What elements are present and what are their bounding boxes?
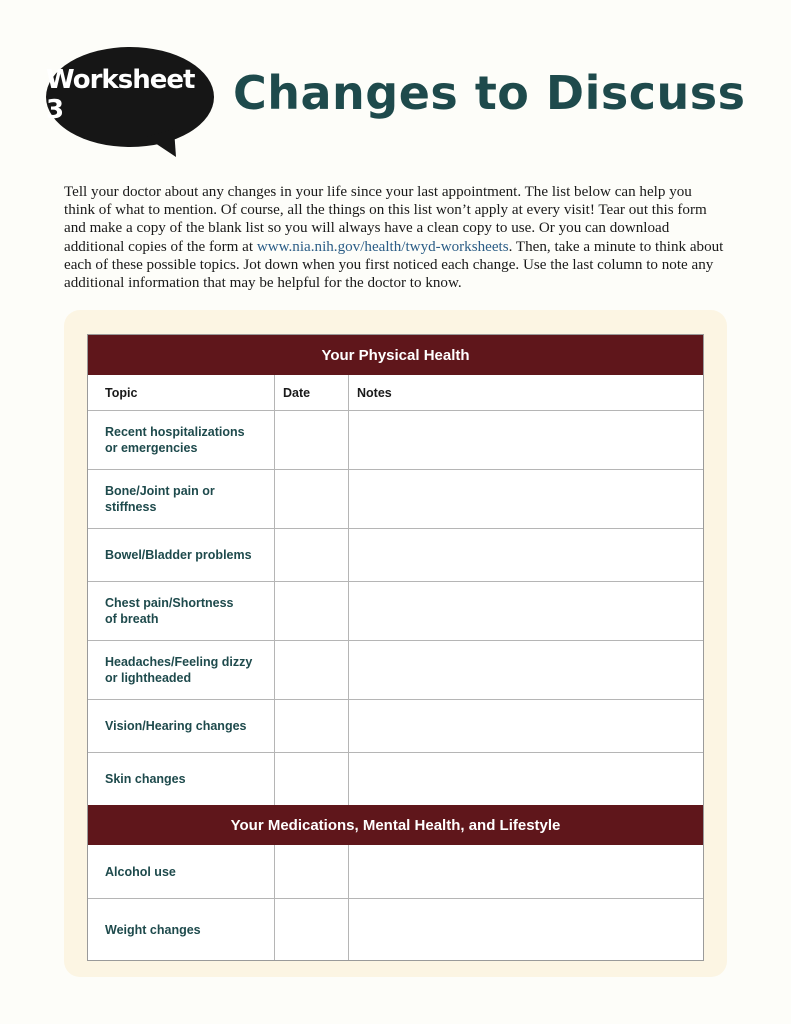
section-header-medications-lifestyle: Your Medications, Mental Health, and Lifestyle xyxy=(88,805,703,845)
topic-cell: Skin changes xyxy=(88,753,275,805)
column-header-topic: Topic xyxy=(88,375,275,410)
column-header-date: Date xyxy=(275,375,349,410)
topic-cell: Alcohol use xyxy=(88,845,275,898)
intro-paragraph xyxy=(64,183,724,292)
table-row xyxy=(88,641,703,700)
topic-cell: Recent hospitalizations or emergencies xyxy=(88,411,275,469)
table-row xyxy=(88,753,703,805)
topic-cell: Weight changes xyxy=(88,899,275,960)
date-cell[interactable] xyxy=(275,582,349,640)
changes-table xyxy=(87,334,704,961)
intro-text-after-link: . Then, take a minute to think about each of these possible topics. Jot down when you first noticed each change. Use the last column to note any additional information that may be helpful for the doctor to know. xyxy=(64,238,724,292)
worksheet-label: Worksheet 3 xyxy=(46,65,195,125)
table-row xyxy=(88,529,703,582)
date-cell[interactable] xyxy=(275,700,349,752)
date-cell[interactable] xyxy=(275,641,349,699)
table-row xyxy=(88,582,703,641)
date-cell[interactable] xyxy=(275,470,349,528)
topic-cell: Bone/Joint pain or stiffness xyxy=(88,470,275,528)
notes-cell[interactable] xyxy=(349,845,703,898)
topic-cell: Vision/Hearing changes xyxy=(88,700,275,752)
notes-cell[interactable] xyxy=(349,411,703,469)
table-row xyxy=(88,411,703,470)
notes-cell[interactable] xyxy=(349,582,703,640)
topic-cell: Bowel/Bladder problems xyxy=(88,529,275,581)
intro-text-before-link: Tell your doctor about any changes in your life since your last appointment. The list below can help you think of what to mention. Of course, all the things on this list won’t apply at every visit! Tear out this form and make a copy of the blank list so you will always have a clean copy to use. Or you can download additional copies of the form at xyxy=(64,184,707,255)
table-row xyxy=(88,899,703,960)
table-row xyxy=(88,700,703,753)
section-header-physical-health: Your Physical Health xyxy=(88,335,703,375)
date-cell[interactable] xyxy=(275,411,349,469)
notes-cell[interactable] xyxy=(349,700,703,752)
notes-cell[interactable] xyxy=(349,899,703,960)
page-title: Changes to Discuss xyxy=(233,66,746,120)
column-header-notes: Notes xyxy=(357,385,392,400)
notes-cell[interactable] xyxy=(349,641,703,699)
table-header-row xyxy=(88,375,703,411)
worksheets-link[interactable]: www.nia.nih.gov/health/twyd-worksheets xyxy=(256,238,509,255)
date-cell[interactable] xyxy=(275,529,349,581)
topic-cell: Headaches/Feeling dizzy or lightheaded xyxy=(88,641,275,699)
date-cell[interactable] xyxy=(275,845,349,898)
table-row xyxy=(88,470,703,529)
notes-cell[interactable] xyxy=(349,753,703,805)
topic-cell: Chest pain/Shortness of breath xyxy=(88,582,275,640)
notes-cell[interactable] xyxy=(349,470,703,528)
worksheet-speech-bubble xyxy=(46,47,214,151)
date-cell[interactable] xyxy=(275,753,349,805)
table-row xyxy=(88,845,703,899)
notes-cell[interactable] xyxy=(349,529,703,581)
date-cell[interactable] xyxy=(275,899,349,960)
